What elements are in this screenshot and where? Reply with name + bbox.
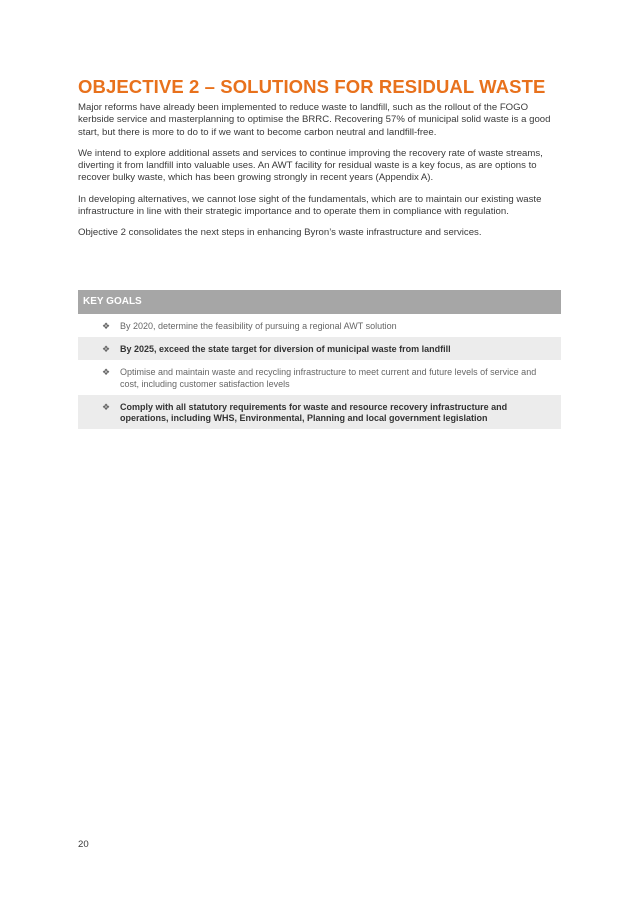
goal-row <box>78 314 561 337</box>
diamond-bullet-icon: ❖ <box>102 401 111 412</box>
goal-row <box>78 395 561 429</box>
goal-text: Comply with all statutory requirements for waste and resource recovery infrastructure and operations, including WHS, Environmental, Planning and local government legislation <box>120 401 508 424</box>
diamond-bullet-icon: ❖ <box>102 367 111 378</box>
key-goals-table <box>78 290 561 429</box>
diamond-bullet-icon: ❖ <box>102 321 111 331</box>
goal-text: By 2025, exceed the state target for diversion of municipal waste from landfill <box>120 344 451 355</box>
paragraph: Major reforms have already been implemented to reduce waste to landfill, such as the rollout of the FOGO kerbside service and masterplanning to optimise the BRRC. Recovering 57% of municipal solid waste is a good start, but there is more to do to if we want to become carbon neutral and landfill-free. <box>78 102 551 138</box>
goal-text: By 2020, determine the feasibility of pursuing a regional AWT solution <box>120 321 397 331</box>
paragraph: Objective 2 consolidates the next steps in enhancing Byron’s waste infrastructure and services. <box>78 227 482 239</box>
goal-row <box>78 337 561 360</box>
paragraph: In developing alternatives, we cannot lose sight of the fundamentals, which are to maintain our existing waste infrastructure in line with their strategic importance and to operate them in compliance with regulation. <box>78 193 542 218</box>
diamond-bullet-icon: ❖ <box>102 344 111 355</box>
paragraph: We intend to explore additional assets and services to continue improving the recovery rate of waste streams, diverting it from landfill into valuable uses. An AWT facility for residual waste is a key focus, as are options to recover bulky waste, which has been growing strongly in recent years (Appendix A). <box>78 147 543 184</box>
goal-row <box>78 360 561 394</box>
objective-heading: OBJECTIVE 2 – SOLUTIONS FOR RESIDUAL WASTE <box>78 76 546 97</box>
goal-text: Optimise and maintain waste and recycling infrastructure to meet current and future levels of service and cost, including customer satisfaction levels <box>120 367 537 389</box>
body-text <box>78 102 562 249</box>
key-goals-header: KEY GOALS <box>78 290 561 314</box>
page-number: 20 <box>78 839 89 850</box>
